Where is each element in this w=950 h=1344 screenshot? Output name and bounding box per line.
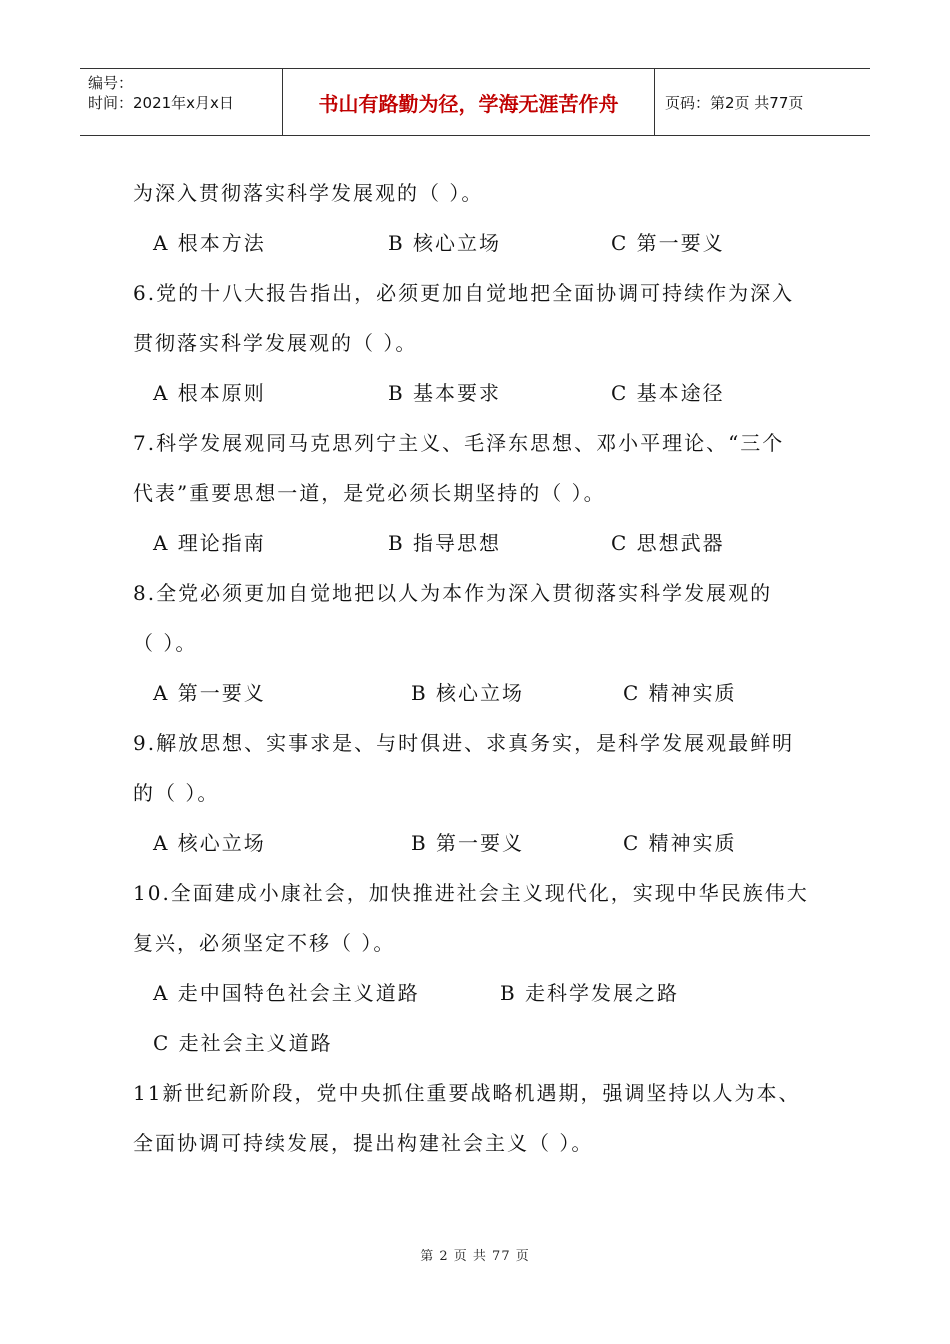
header-page-info: 页码：第2页 共77页: [665, 93, 804, 112]
question-line: 代表”重要思想一道，是党必须长期坚持的（ ）。: [133, 481, 606, 505]
option-b: B 走科学发展之路: [500, 981, 680, 1005]
option-a: A 第一要义: [153, 681, 266, 705]
number-label: 编号：: [88, 74, 134, 92]
option-c: C 基本途径: [611, 381, 725, 405]
document-body: [133, 170, 833, 1170]
option-a: A 走中国特色社会主义道路: [153, 981, 420, 1005]
question-line: 11新世纪新阶段，党中央抓住重要战略机遇期，强调坚持以人为本、: [133, 1081, 801, 1105]
options-row: [133, 220, 833, 270]
options-row: [133, 820, 833, 870]
option-b: B 第一要义: [411, 831, 525, 855]
option-c: C 精神实质: [623, 831, 737, 855]
option-c: C 走社会主义道路: [153, 1031, 333, 1055]
option-c: C 思想武器: [611, 531, 725, 555]
question-line: 10.全面建成小康社会，加快推进社会主义现代化，实现中华民族伟大: [133, 881, 809, 905]
option-a: A 根本原则: [153, 381, 266, 405]
header-motto: 书山有路勤为径，学海无涯苦作舟: [283, 69, 655, 135]
option-a: A 核心立场: [153, 831, 266, 855]
question-line: 贯彻落实科学发展观的（ ）。: [133, 331, 418, 355]
option-b: B 指导思想: [388, 531, 502, 555]
options-row: [133, 370, 833, 420]
options-row: [133, 670, 833, 720]
page-header: [80, 68, 870, 136]
question-line: 的（ ）。: [133, 781, 220, 805]
page-footer: 第 2 页 共 77 页: [420, 1249, 530, 1264]
question-line: 8.全党必须更加自觉地把以人为本作为深入贯彻落实科学发展观的: [133, 581, 773, 605]
option-c: C 精神实质: [623, 681, 737, 705]
question-line: 复兴，必须坚定不移（ ）。: [133, 931, 396, 955]
option-b: B 核心立场: [411, 681, 525, 705]
question-line: 9.解放思想、实事求是、与时俱进、求真务实，是科学发展观最鲜明: [133, 731, 795, 755]
option-a: A 理论指南: [153, 531, 266, 555]
question-line: 6.党的十八大报告指出，必须更加自觉地把全面协调可持续作为深入: [133, 281, 795, 305]
time-label: 时间：2021年x月x日: [88, 94, 234, 112]
option-b: B 基本要求: [388, 381, 502, 405]
question-line: 为深入贯彻落实科学发展观的（ ）。: [133, 181, 484, 205]
option-c: C 第一要义: [611, 231, 725, 255]
option-b: B 核心立场: [388, 231, 502, 255]
option-a: A 根本方法: [153, 231, 266, 255]
options-row: [133, 520, 833, 570]
question-line: 全面协调可持续发展，提出构建社会主义（ ）。: [133, 1131, 594, 1155]
question-line: （ ）。: [133, 631, 198, 655]
options-row: [133, 970, 833, 1020]
header-meta-cell: [80, 69, 283, 135]
question-line: 7.科学发展观同马克思列宁主义、毛泽东思想、邓小平理论、“三个: [133, 431, 785, 455]
